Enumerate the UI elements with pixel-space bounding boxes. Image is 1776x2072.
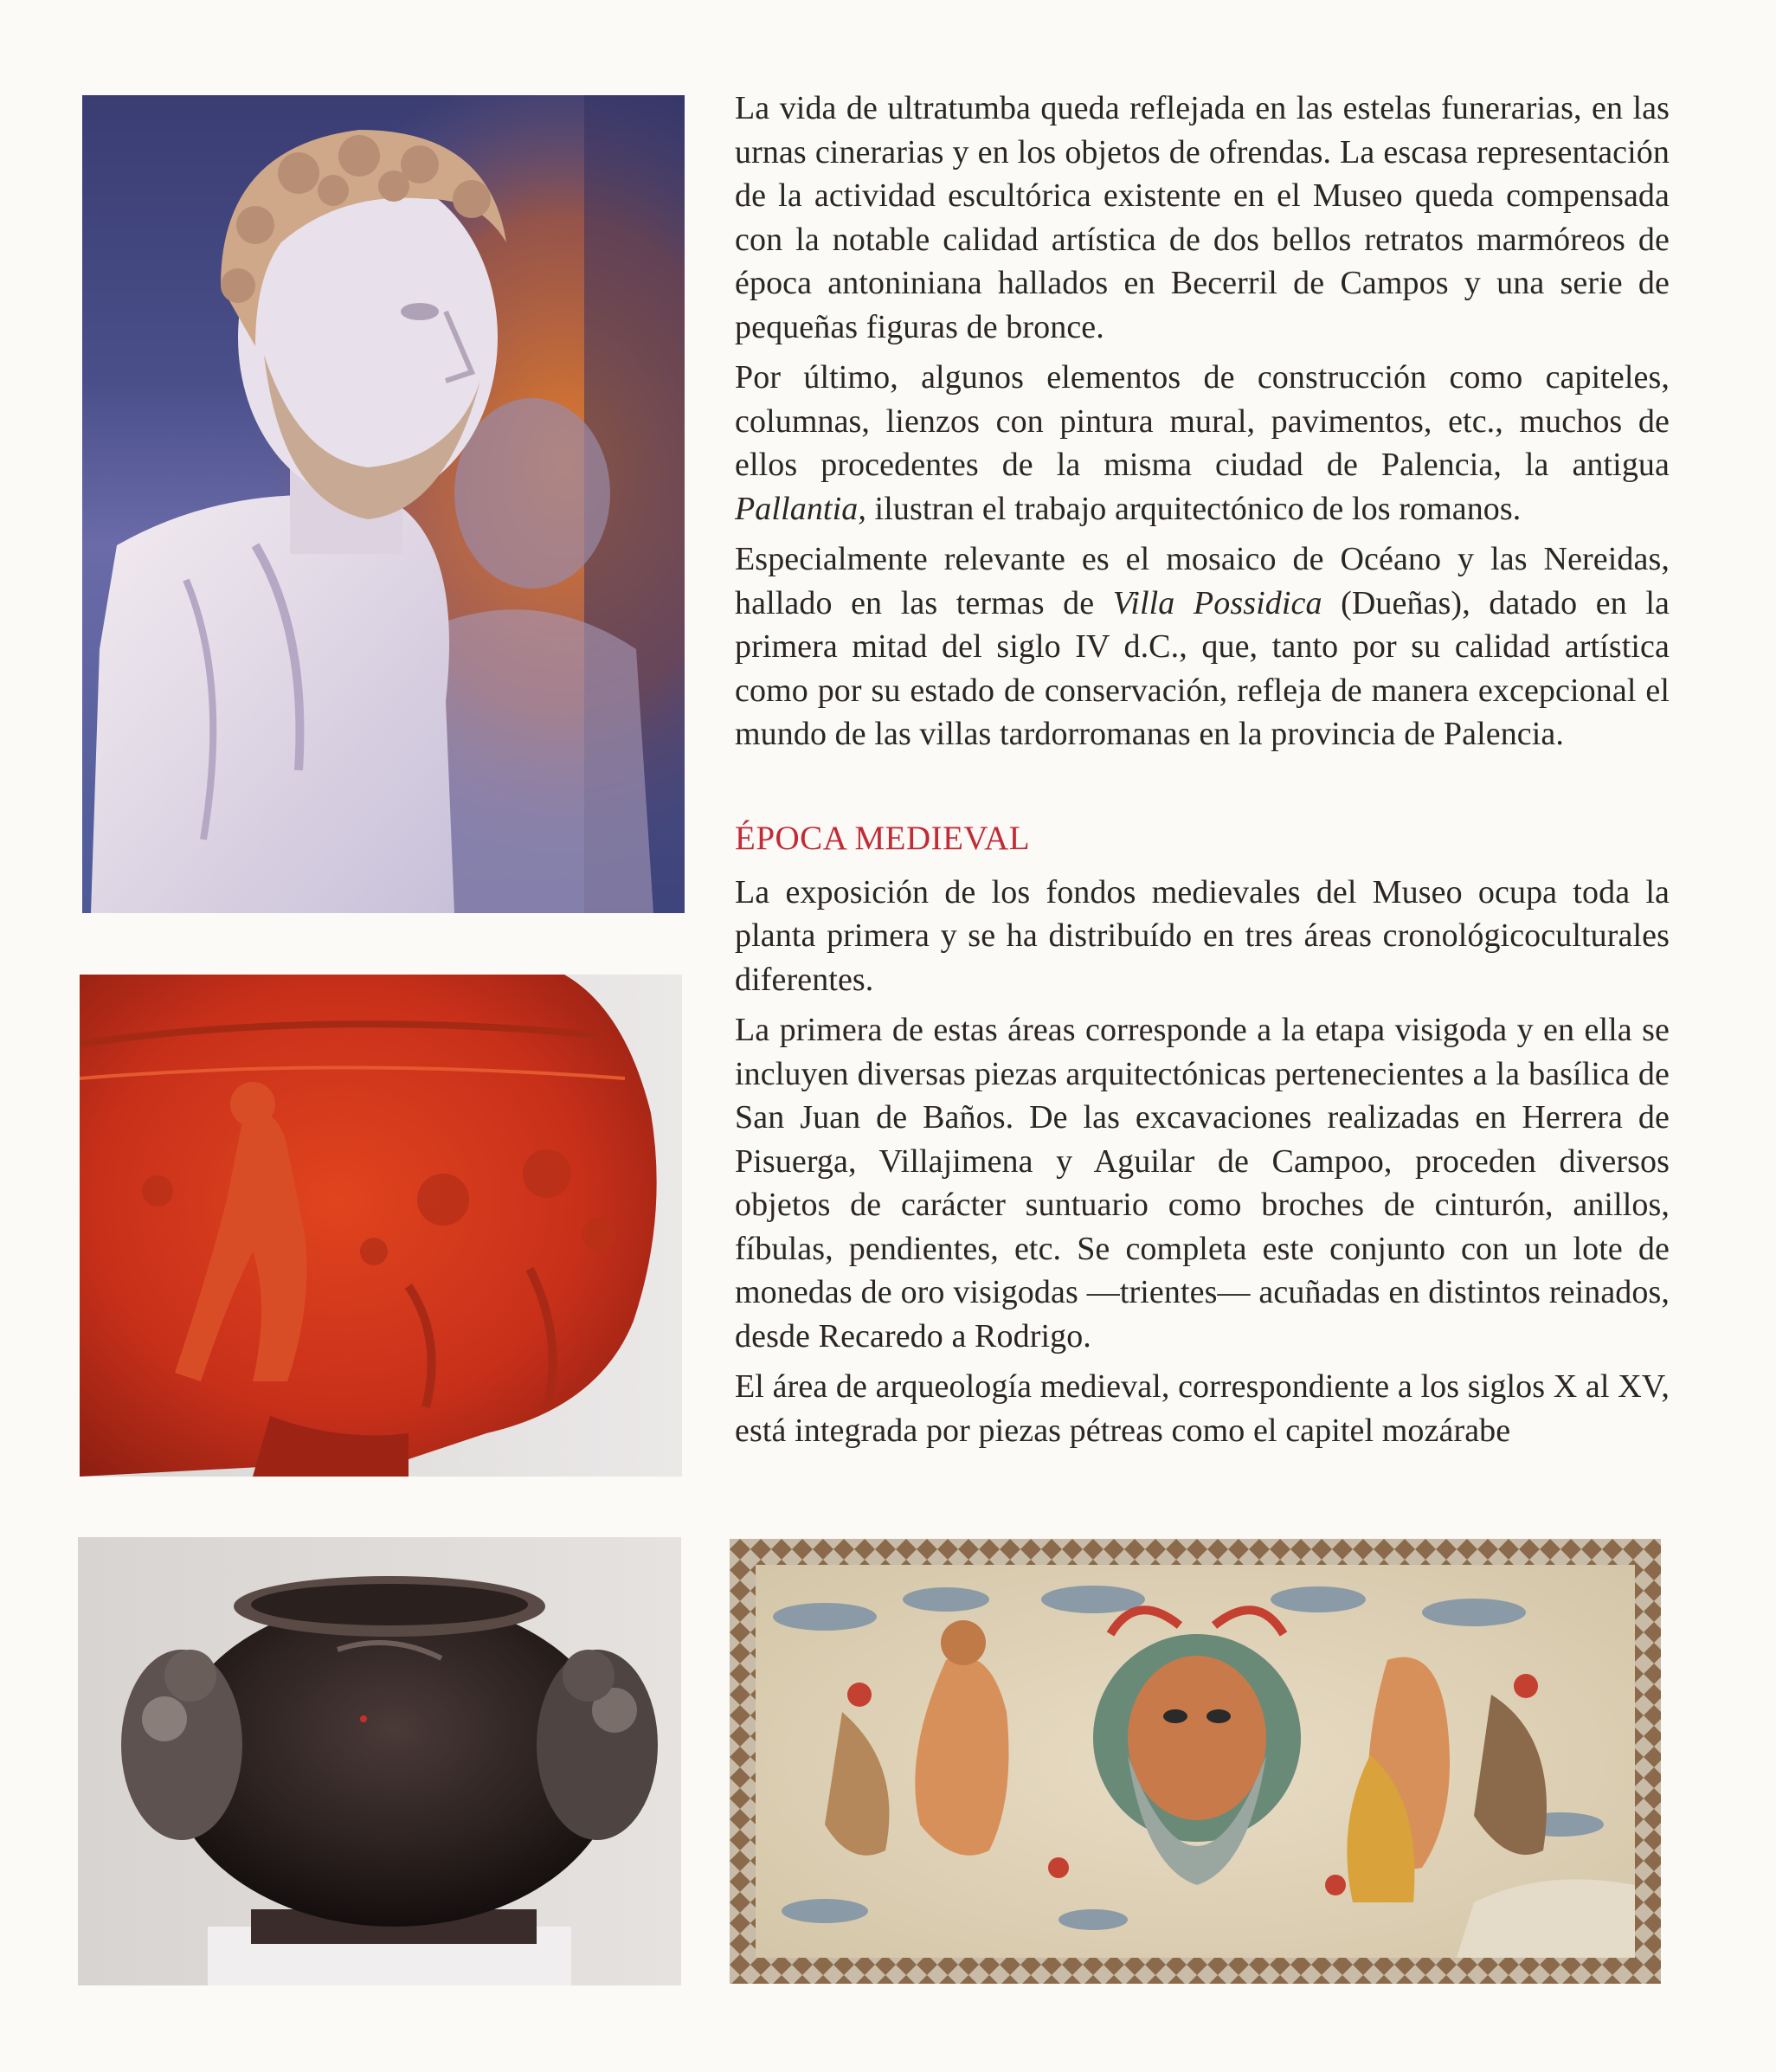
roman-bust-photo	[82, 95, 685, 913]
roman-paragraph-2-end: ilustran el trabajo arquitectónico de los romanos.	[865, 490, 1522, 527]
article-text-column	[735, 87, 1670, 1459]
roman-paragraph-3	[735, 537, 1670, 756]
bronze-vessel-photo	[78, 1537, 681, 1985]
roman-paragraph-3-start: Especialmente relevante es el mosaico de Océano y las Nereidas, hallado en las termas de	[735, 541, 1670, 621]
mosaic-icon	[730, 1539, 1661, 1984]
roman-paragraph-2	[735, 356, 1670, 531]
red-bowl-icon	[80, 975, 682, 1477]
villa-possidica-italic: Villa Possidica	[1112, 584, 1322, 621]
medieval-paragraph-2: La primera de estas áreas corresponde a la etapa visigoda y en ella se incluyen diversas piezas arquitectónicas pertenecientes a la basílica de San Juan de Baños. De las excavaciones realizadas en Herrera de Pisuerga, Villajimena y Aguilar de Campoo, proceden diversos objetos de carácter suntuario como broches de cinturón, anillos, fíbulas, pendientes, etc. Se completa este conjunto con un lote de monedas de oro visigodas —trientes— acuñadas en distintos reinados, desde Recaredo a Rodrigo.	[735, 1012, 1670, 1355]
medieval-paragraph-1: La exposición de los fondos medievales del Museo ocupa toda la planta primera y se ha distribuído en tres áreas cronológicoculturales diferentes.	[735, 873, 1670, 998]
medieval-paragraph-3: El área de arqueología medieval, correspondiente a los siglos X al XV, está integrada por piezas pétreas como el capitel mozárabe	[735, 1368, 1670, 1449]
pallantia-italic: Pallantia,	[735, 490, 866, 527]
terra-sigillata-bowl-photo	[80, 975, 682, 1477]
roman-bust-icon	[82, 95, 685, 913]
roman-paragraph-1: La vida de ultratumba queda reflejada en las estelas funerarias, en las urnas cinerarias y en los objetos de ofrendas. La escasa representación de la actividad escultórica existente en el Museo queda compensada con la notable calidad artística de dos bellos retratos marmóreos de época antoniniana hallados en Becerril de Campos y una serie de pequeñas figuras de bronce.	[735, 90, 1670, 345]
roman-paragraph-2-start: Por último, algunos elementos de construcción como capiteles, columnas, lienzos con pintura mural, pavimentos, etc., muchos de ellos procedentes de la misma ciudad de Palencia, la antigua	[735, 359, 1670, 483]
section-heading-medieval: ÉPOCA MEDIEVAL	[735, 819, 1031, 857]
oceano-mosaic-photo	[730, 1539, 1661, 1984]
bronze-vessel-icon	[78, 1537, 681, 1985]
roman-paragraph-3-end: (Dueñas), datado en la primera mitad del siglo IV d.C., que, tanto por su calidad artística como por su estado de conservación, refleja de manera excepcional el mundo de las villas tardorromanas en la provincia de Palencia.	[735, 584, 1670, 752]
